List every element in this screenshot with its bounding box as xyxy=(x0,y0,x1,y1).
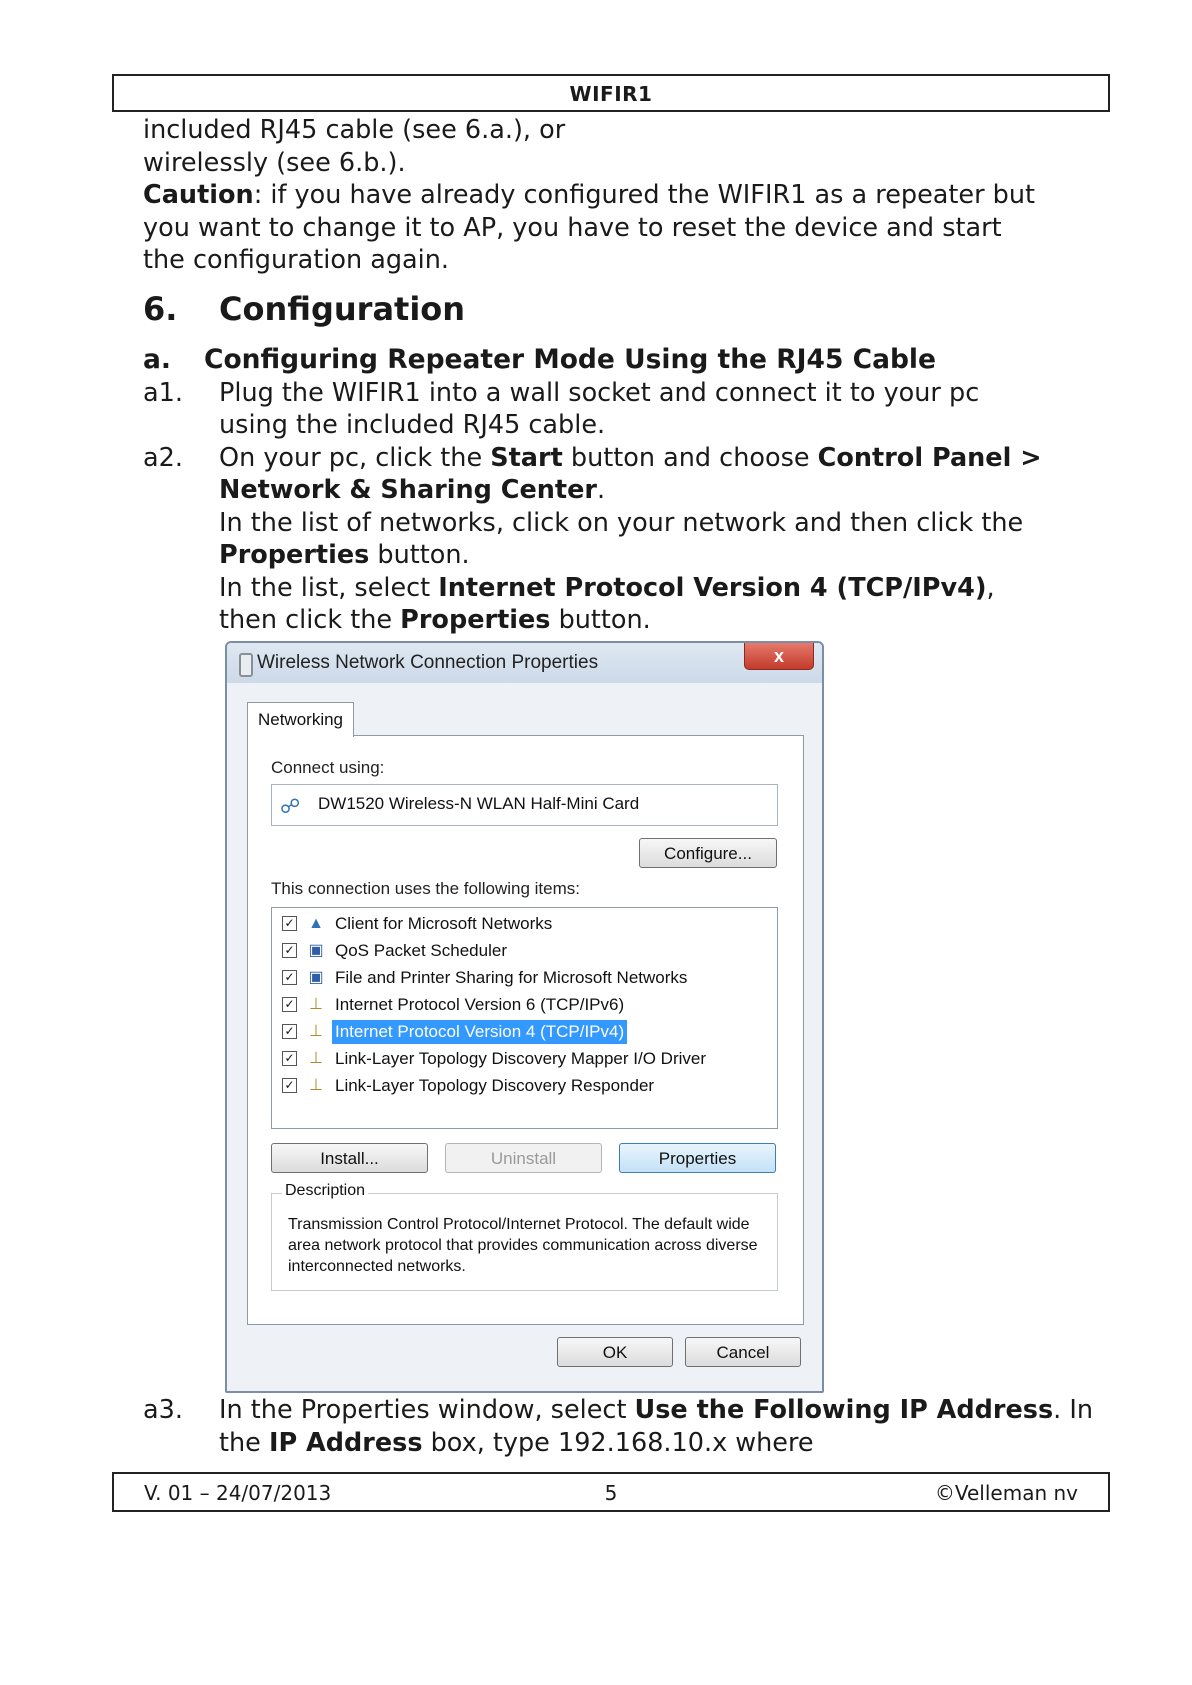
protocol-icon: ⊥ xyxy=(309,1050,323,1067)
step-text: box, type 192.168.10.x where xyxy=(422,1427,814,1458)
checkbox[interactable]: ✓ xyxy=(282,1024,297,1039)
page-header xyxy=(112,74,1110,112)
items-label: This connection uses the following items: xyxy=(271,879,580,898)
step-text: . In the xyxy=(219,1395,1094,1458)
service-icon: ▣ xyxy=(308,969,324,986)
step-bold: Properties xyxy=(219,540,370,570)
checkbox[interactable]: ✓ xyxy=(282,970,297,985)
section-heading xyxy=(143,289,1103,329)
subsection-title: Configuring Repeater Mode Using the RJ45 Cable xyxy=(204,343,936,375)
step-text: In the list of networks, click on your network and then click the xyxy=(219,507,1024,538)
cancel-button[interactable]: Cancel xyxy=(685,1337,801,1367)
item-label: Link-Layer Topology Discovery Responder xyxy=(335,1076,655,1095)
protocol-icon: ⊥ xyxy=(309,996,323,1013)
caution-paragraph xyxy=(143,179,1043,277)
checkbox[interactable]: ✓ xyxy=(282,1078,297,1093)
protocol-icon: ⊥ xyxy=(309,1023,323,1040)
step-text: , xyxy=(986,572,995,603)
step-a1 xyxy=(143,377,989,442)
description-label: Description xyxy=(282,1182,368,1200)
step-text: button and choose xyxy=(562,442,818,473)
service-icon: ▣ xyxy=(308,942,324,959)
adapter-icon xyxy=(239,653,253,677)
step-a2-line-3 xyxy=(219,572,1103,605)
caution-text: : if you have already configured the WIFIR1 as a repeater but you want to change it to AP, you have to reset the device and start the configuration again. xyxy=(143,180,1036,275)
uninstall-button[interactable]: Uninstall xyxy=(445,1143,602,1173)
step-bold: Use the Following IP Address xyxy=(634,1395,1054,1425)
step-a2-line-2 xyxy=(219,507,1103,572)
footer-page-number: 5 xyxy=(604,1481,618,1505)
checkbox[interactable]: ✓ xyxy=(282,916,297,931)
step-text: In the Properties window, select xyxy=(219,1395,635,1425)
step-bold: Start xyxy=(490,442,563,473)
configure-button[interactable]: Configure... xyxy=(639,838,777,868)
tab-networking[interactable]: Networking xyxy=(247,702,354,737)
description-group xyxy=(271,1182,778,1291)
page-content xyxy=(143,114,1103,637)
subsection-number: a. xyxy=(143,343,171,375)
caution-label: Caution xyxy=(143,180,254,210)
item-label: Internet Protocol Version 4 (TCP/IPv4) xyxy=(332,1020,627,1044)
close-button[interactable]: x xyxy=(744,643,814,670)
header-title: WIFIR1 xyxy=(569,82,653,106)
item-label: Link-Layer Topology Discovery Mapper I/O Driver xyxy=(335,1049,706,1068)
protocol-icon: ⊥ xyxy=(309,1077,323,1094)
step-a2-line-4 xyxy=(219,604,1103,637)
step-a2 xyxy=(143,442,1103,637)
step-bold: Internet Protocol Version 4 (TCP/IPv4) xyxy=(438,572,987,603)
ok-button[interactable]: OK xyxy=(557,1337,673,1367)
dialog-titlebar xyxy=(227,643,822,683)
footer-copyright: ©Velleman nv xyxy=(934,1481,1078,1505)
step-number: a3. xyxy=(143,1395,183,1425)
item-label: Client for Microsoft Networks xyxy=(335,914,553,933)
footer-version: V. 01 – 24/07/2013 xyxy=(144,1481,332,1505)
step-text: button. xyxy=(369,540,470,570)
step-number: a2. xyxy=(143,442,183,473)
intro-line-2: wirelessly (see 6.b.). xyxy=(143,147,406,178)
connect-using-label: Connect using: xyxy=(271,758,385,777)
description-text: Transmission Control Protocol/Internet Protocol. The default wide area network protocol that provides communication across diverse interconnected networks. xyxy=(288,1216,758,1275)
network-properties-dialog xyxy=(225,641,824,1393)
step-bold: Control Panel > Network & Sharing Center xyxy=(219,442,1042,505)
item-label: Internet Protocol Version 6 (TCP/IPv6) xyxy=(335,995,625,1014)
checkbox[interactable]: ✓ xyxy=(282,997,297,1012)
step-a2-line-1 xyxy=(219,442,1103,507)
step-bold: IP Address xyxy=(268,1427,423,1458)
subsection-heading xyxy=(143,343,1103,377)
dialog-title: Wireless Network Connection Properties xyxy=(257,652,599,673)
step-text: . xyxy=(596,475,606,505)
checkbox[interactable]: ✓ xyxy=(282,1051,297,1066)
item-label: QoS Packet Scheduler xyxy=(335,941,507,960)
step-a3-block xyxy=(143,1394,1103,1459)
step-bold: Properties xyxy=(400,605,551,635)
step-number: a1. xyxy=(143,377,183,408)
properties-button[interactable]: Properties xyxy=(619,1143,776,1173)
section-title: Configuration xyxy=(219,289,466,328)
step-text: button. xyxy=(550,605,651,635)
adapter-name: DW1520 Wireless-N WLAN Half-Mini Card xyxy=(318,794,640,813)
item-label: File and Printer Sharing for Microsoft Networks xyxy=(335,968,688,987)
step-text: Plug the WIFIR1 into a wall socket and connect it to your pc using the included RJ45 cable. xyxy=(219,377,980,440)
step-a3 xyxy=(143,1394,1119,1459)
step-text: then click the xyxy=(219,605,401,635)
network-adapter-icon: ☍ xyxy=(280,796,301,818)
step-text: On your pc, click the xyxy=(219,442,491,473)
step-text: In the list, select xyxy=(219,572,439,603)
checkbox[interactable]: ✓ xyxy=(282,943,297,958)
adapter-field xyxy=(271,784,778,826)
section-number: 6. xyxy=(143,289,178,328)
install-button[interactable]: Install... xyxy=(271,1143,428,1173)
items-list xyxy=(271,907,778,1129)
page-footer xyxy=(112,1472,1110,1512)
client-network-icon: ▲ xyxy=(308,915,324,932)
intro-line-1: included RJ45 cable (see 6.a.), or xyxy=(143,115,566,145)
